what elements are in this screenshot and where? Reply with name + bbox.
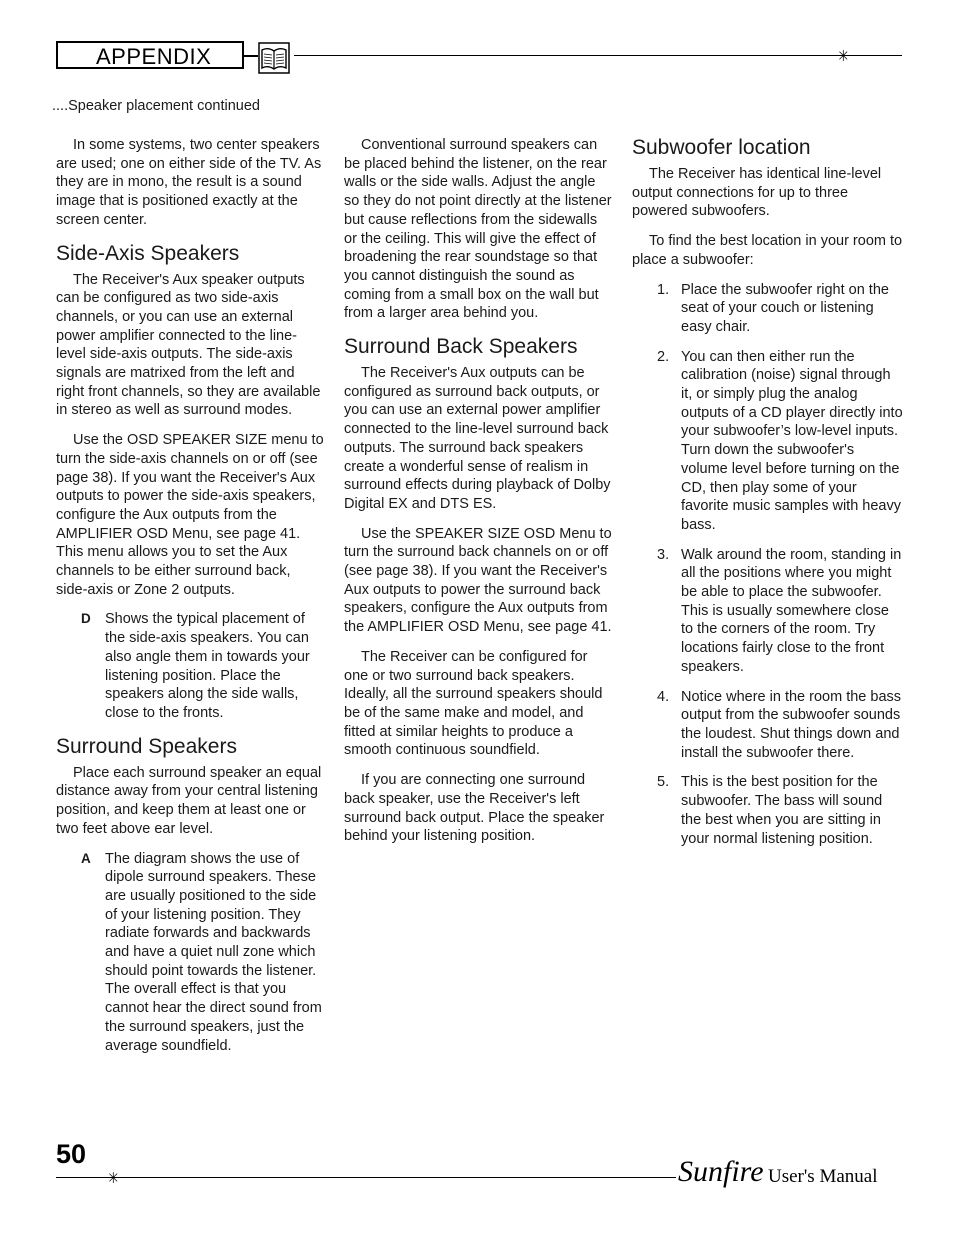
column-1 [56,136,324,1066]
step-number: 3. [657,546,670,563]
paragraph: If you are connecting one surround back speaker, use the Receiver's left surround back output. Place the speaker behind your listening position. [344,772,605,845]
paragraph: The Receiver can be configured for one or two surround back speakers. Ideally, all the surround speakers should be of the same make and model, and fitted at similar heights to produce a smooth continuous soundfield. [344,648,603,759]
star-icon: ✳ [107,1170,120,1187]
paragraph: Conventional surround speakers can be placed behind the listener, on the rear walls or the side walls. Adjust the angle so they do not point directly at the listener but cause reflections from the sidewalls or the ceiling. This will give the effect of broadening the rear soundstage so that you cannot distinguish the sound as coming from a small box on the wall but from a larger area behind you. [344,137,612,322]
paragraph: To find the best location in your room to place a subwoofer: [632,233,903,268]
paragraph: The Receiver's Aux speaker outputs can be configured as two side-axis channels, or you can use an external power amplifier connected to the line-level side-axis outputs. The side-axis signals are matrixed from the left and right front channels, so they are available in stereo as well as surround modes. [56,271,321,419]
note-text: Shows the typical placement of the side-axis speakers. You can also angle them in towards your listening position. Place the speakers along the side walls, close to the fronts. [105,611,310,721]
heading-surround-back-speakers: Surround Back Speakers [344,335,578,359]
step-text: Place the subwoofer right on the seat of your couch or listening easy chair. [681,281,889,335]
paragraph: In some systems, two center speakers are used; one on either side of the TV. As they are in mono, the result is a sound image that is positioned exactly at the screen center. [56,137,322,228]
continuation-note: ....Speaker placement continued [52,98,260,114]
heading-surround-speakers: Surround Speakers [56,734,237,758]
paragraph: Place each surround speaker an equal distance away from your central listening position, and keep them at least one or two feet above ear level. [56,764,322,837]
manual-label: User's Manual [768,1166,878,1187]
brand-logo: Sunfire [678,1155,764,1188]
section-header-box [56,41,244,69]
step-number: 5. [657,774,670,791]
list-item [657,281,904,337]
subwoofer-steps-list [632,281,904,849]
header-connector-line [244,55,258,57]
footer-rule [56,1177,676,1178]
header-rule [294,55,902,56]
heading-side-axis-speakers: Side-Axis Speakers [56,241,240,265]
paragraph: The Receiver's Aux outputs can be configured as surround back outputs, or you can use an external power amplifier connected to the line-level surround back outputs. The surround back speakers create a wonderful sense of realism in surround effects during playback of Dolby Digital EX and DTS ES. [344,365,611,512]
column-2 [344,136,612,857]
list-item [657,773,904,848]
column-3 [632,136,904,859]
note-letter: D [81,611,91,627]
list-item [657,546,904,677]
paragraph: Use the SPEAKER SIZE OSD Menu to turn the surround back channels on or off (see page 38). If you want the Receiver's Aux outputs to power the surround back speakers, configure the Aux outputs from the AMPLIFIER OSD Menu, see page 41. [344,525,612,636]
step-text: You can then either run the calibration (noise) signal through it, or simply plug the analog outputs of a CD player directly into your subwoofer’s low-level inputs. Turn down the subwoofer's volume level before turning on the CD, then play some of your favorite music samples with heavy bass. [681,348,903,533]
list-item [657,348,904,535]
diagram-note [81,610,324,722]
note-letter: A [81,850,91,866]
step-text: Notice where in the room the bass output from the subwoofer sounds the loudest. Shut things down and install the subwoofer there. [681,688,902,761]
diagram-note [81,850,324,1056]
step-number: 4. [657,688,670,705]
section-title: APPENDIX [96,44,212,69]
paragraph: The Receiver has identical line-level output connections for up to three powered subwoofers. [632,166,882,220]
step-number: 1. [657,281,670,298]
page-number: 50 [56,1139,87,1169]
open-book-icon [258,42,290,74]
note-text: The diagram shows the use of dipole surround speakers. These are usually positioned to the side of your listening position. They radiate forwards and backwards and have a quiet null zone which should point towards the listener. The overall effect is that you cannot hear the direct sound from the surround speakers, just the average soundfield. [105,850,322,1054]
paragraph: Use the OSD SPEAKER SIZE menu to turn the side-axis channels on or off (see page 38). If you want the Receiver's Aux outputs to power the side-axis speakers, configure the Aux outputs from the AMPLIFIER OSD Menu, see page 41. This menu allows you to set the Aux channels to be either surround back, side-axis or Zone 2 outputs. [56,432,324,598]
list-item [657,688,904,763]
star-icon: ✳ [837,48,850,65]
step-number: 2. [657,348,670,365]
heading-subwoofer-location: Subwoofer location [632,136,811,159]
step-text: Walk around the room, standing in all the positions where you might be able to place the subwoofer. This is usually somewhere close to the corners of the room. Try locations fairly close to the front speakers. [681,546,902,675]
step-text: This is the best position for the subwoofer. The bass will sound the best when you are sitting in your normal listening position. [681,774,883,847]
